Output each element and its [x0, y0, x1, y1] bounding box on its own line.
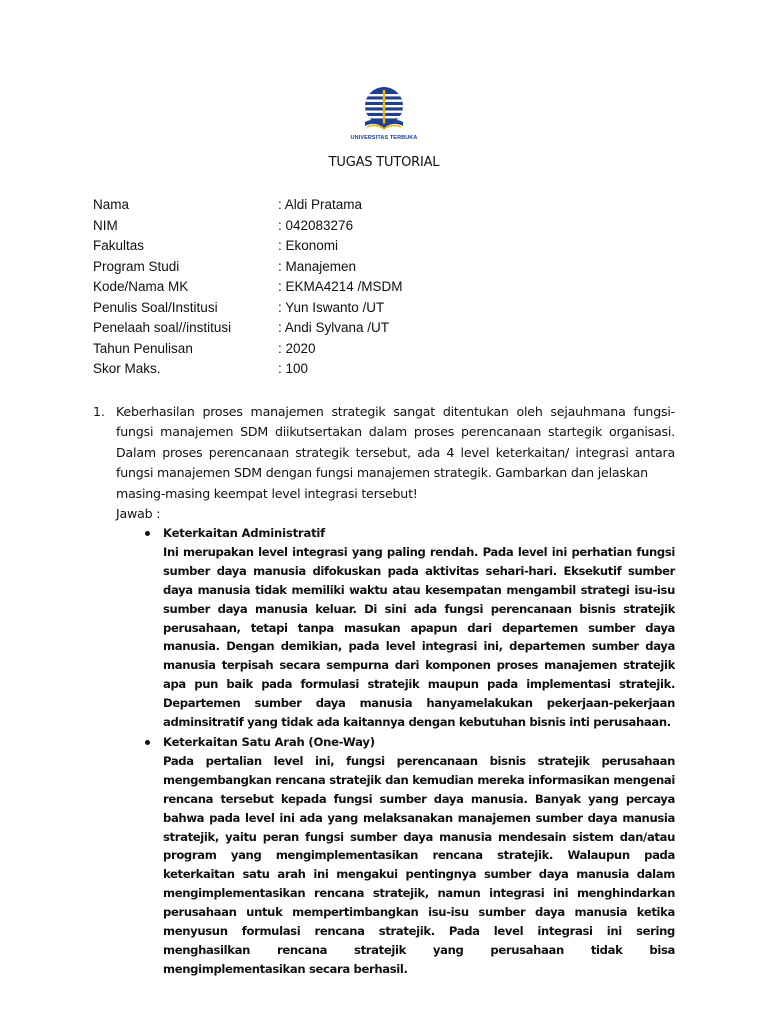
info-label: Skor Maks. — [93, 361, 161, 376]
question-text-body: Keberhasilan proses manajemen strategik sangat ditentukan oleh sejauhmana fungsi-fungsi manajemen SDM diikutsertakan dalam proses perencanaan startegik organisasi. Dalam proses perencanaan strategik tersebut, ada 4 level keterkaitan/ integrasi antara fungsi manajemen SDM dengan fungsi manajemen strategik. Gambarkan dan jelaskan — [116, 404, 675, 481]
answer-title: Keterkaitan Satu Arah (One-Way) — [163, 734, 375, 749]
bullet-icon — [145, 531, 150, 536]
logo-text: UNIVERSITAS TERBUKA — [350, 135, 418, 141]
info-label: Penulis Soal/Institusi — [93, 299, 218, 315]
info-value: : 100 — [278, 361, 309, 376]
info-value: : 2020 — [278, 340, 316, 356]
university-emblem-icon — [355, 86, 413, 134]
info-value: : Ekonomi — [278, 238, 339, 253]
answer-body: Ini merupakan level integrasi yang paling rendah. Pada level ini perhatian fungsi sumber daya manusia difokuskan pada aktivitas sehari-hari. Eksekutif sumber daya manusia tidak memiliki waktu atau kesempatan mengambil strategi isu-isu sumber daya manusia keluar. Di sini ada fungsi perencanaan bisnis stratejik perusahaan, tetapi tanpa masukan apapun dari departemen sumber daya manusia. Dengan demikian, pada level integrasi ini, departemen sumber daya manusia terpisah secara sempurna dari komponen proses manajemen stratejik apa pun baik pada formulasi stratejik maupun pada implementasi stratejik. Departemen sumber daya manusia hanyamelakukan pekerjaan-pekerjaan adminsitratif yang tidak ada kaitannya dengan kebutuhan bisnis inti perusahaan. — [163, 544, 675, 730]
info-label: NIM — [93, 217, 118, 233]
info-label: Tahun Penulisan — [93, 340, 193, 356]
answer-label: Jawab : — [116, 506, 161, 522]
university-logo — [336, 86, 432, 152]
list-item — [140, 524, 675, 732]
question-1 — [93, 402, 675, 524]
info-label: Fakultas — [93, 238, 145, 253]
info-label: Nama — [93, 197, 130, 212]
question-text — [116, 402, 675, 504]
question-number: 1. — [93, 404, 105, 419]
info-value: : 042083276 — [278, 217, 354, 233]
info-value: : Aldi Pratama — [278, 197, 363, 212]
info-value: : EKMA4214 /MSDM — [278, 279, 403, 294]
question-text-last-line: masing-masing keempat level integrasi tersebut! — [116, 485, 418, 501]
info-label: Penelaah soal//institusi — [93, 320, 232, 335]
info-value: : Yun Iswanto /UT — [278, 299, 385, 315]
info-label: Program Studi — [93, 258, 180, 274]
list-item — [140, 733, 675, 979]
bullet-icon — [145, 740, 150, 745]
answer-body: Pada pertalian level ini, fungsi perencanaan bisnis stratejik perusahaan mengembangkan rencana stratejik dan kemudian mereka informasikan mengenai rencana tersebut kepada fungsi sumber daya manusia. Banyak yang percaya bahwa pada level ini ada yang melaksanakan manajemen sumber daya manusia stratejik, yaitu peran fungsi sumber daya manusia mendesain sistem dan/atau program yang mengimplementasikan rencana stratejik. Walaupun pada keterkaitan satu arah ini mengakui pentingnya sumber daya manusia dalam mengimplementasikan rencana stratejik, namun integrasi ini menghindarkan perusahaan untuk mempertimbangkan isu-isu sumber daya manusia ketika menyusun formulasi rencana stratejik. Pada level integrasi ini sering menghasilkan rencana stratejik yang perusahaan tidak bisa mengimplementasikan secara berhasil. — [163, 753, 675, 976]
answer-title: Keterkaitan Administratif — [163, 526, 326, 540]
page-title: TUGAS TUTORIAL — [328, 155, 440, 170]
info-label: Kode/Nama MK — [93, 279, 189, 294]
answer-list — [140, 524, 675, 980]
info-value: : Manajemen — [278, 258, 357, 274]
info-value: : Andi Sylvana /UT — [278, 320, 390, 335]
